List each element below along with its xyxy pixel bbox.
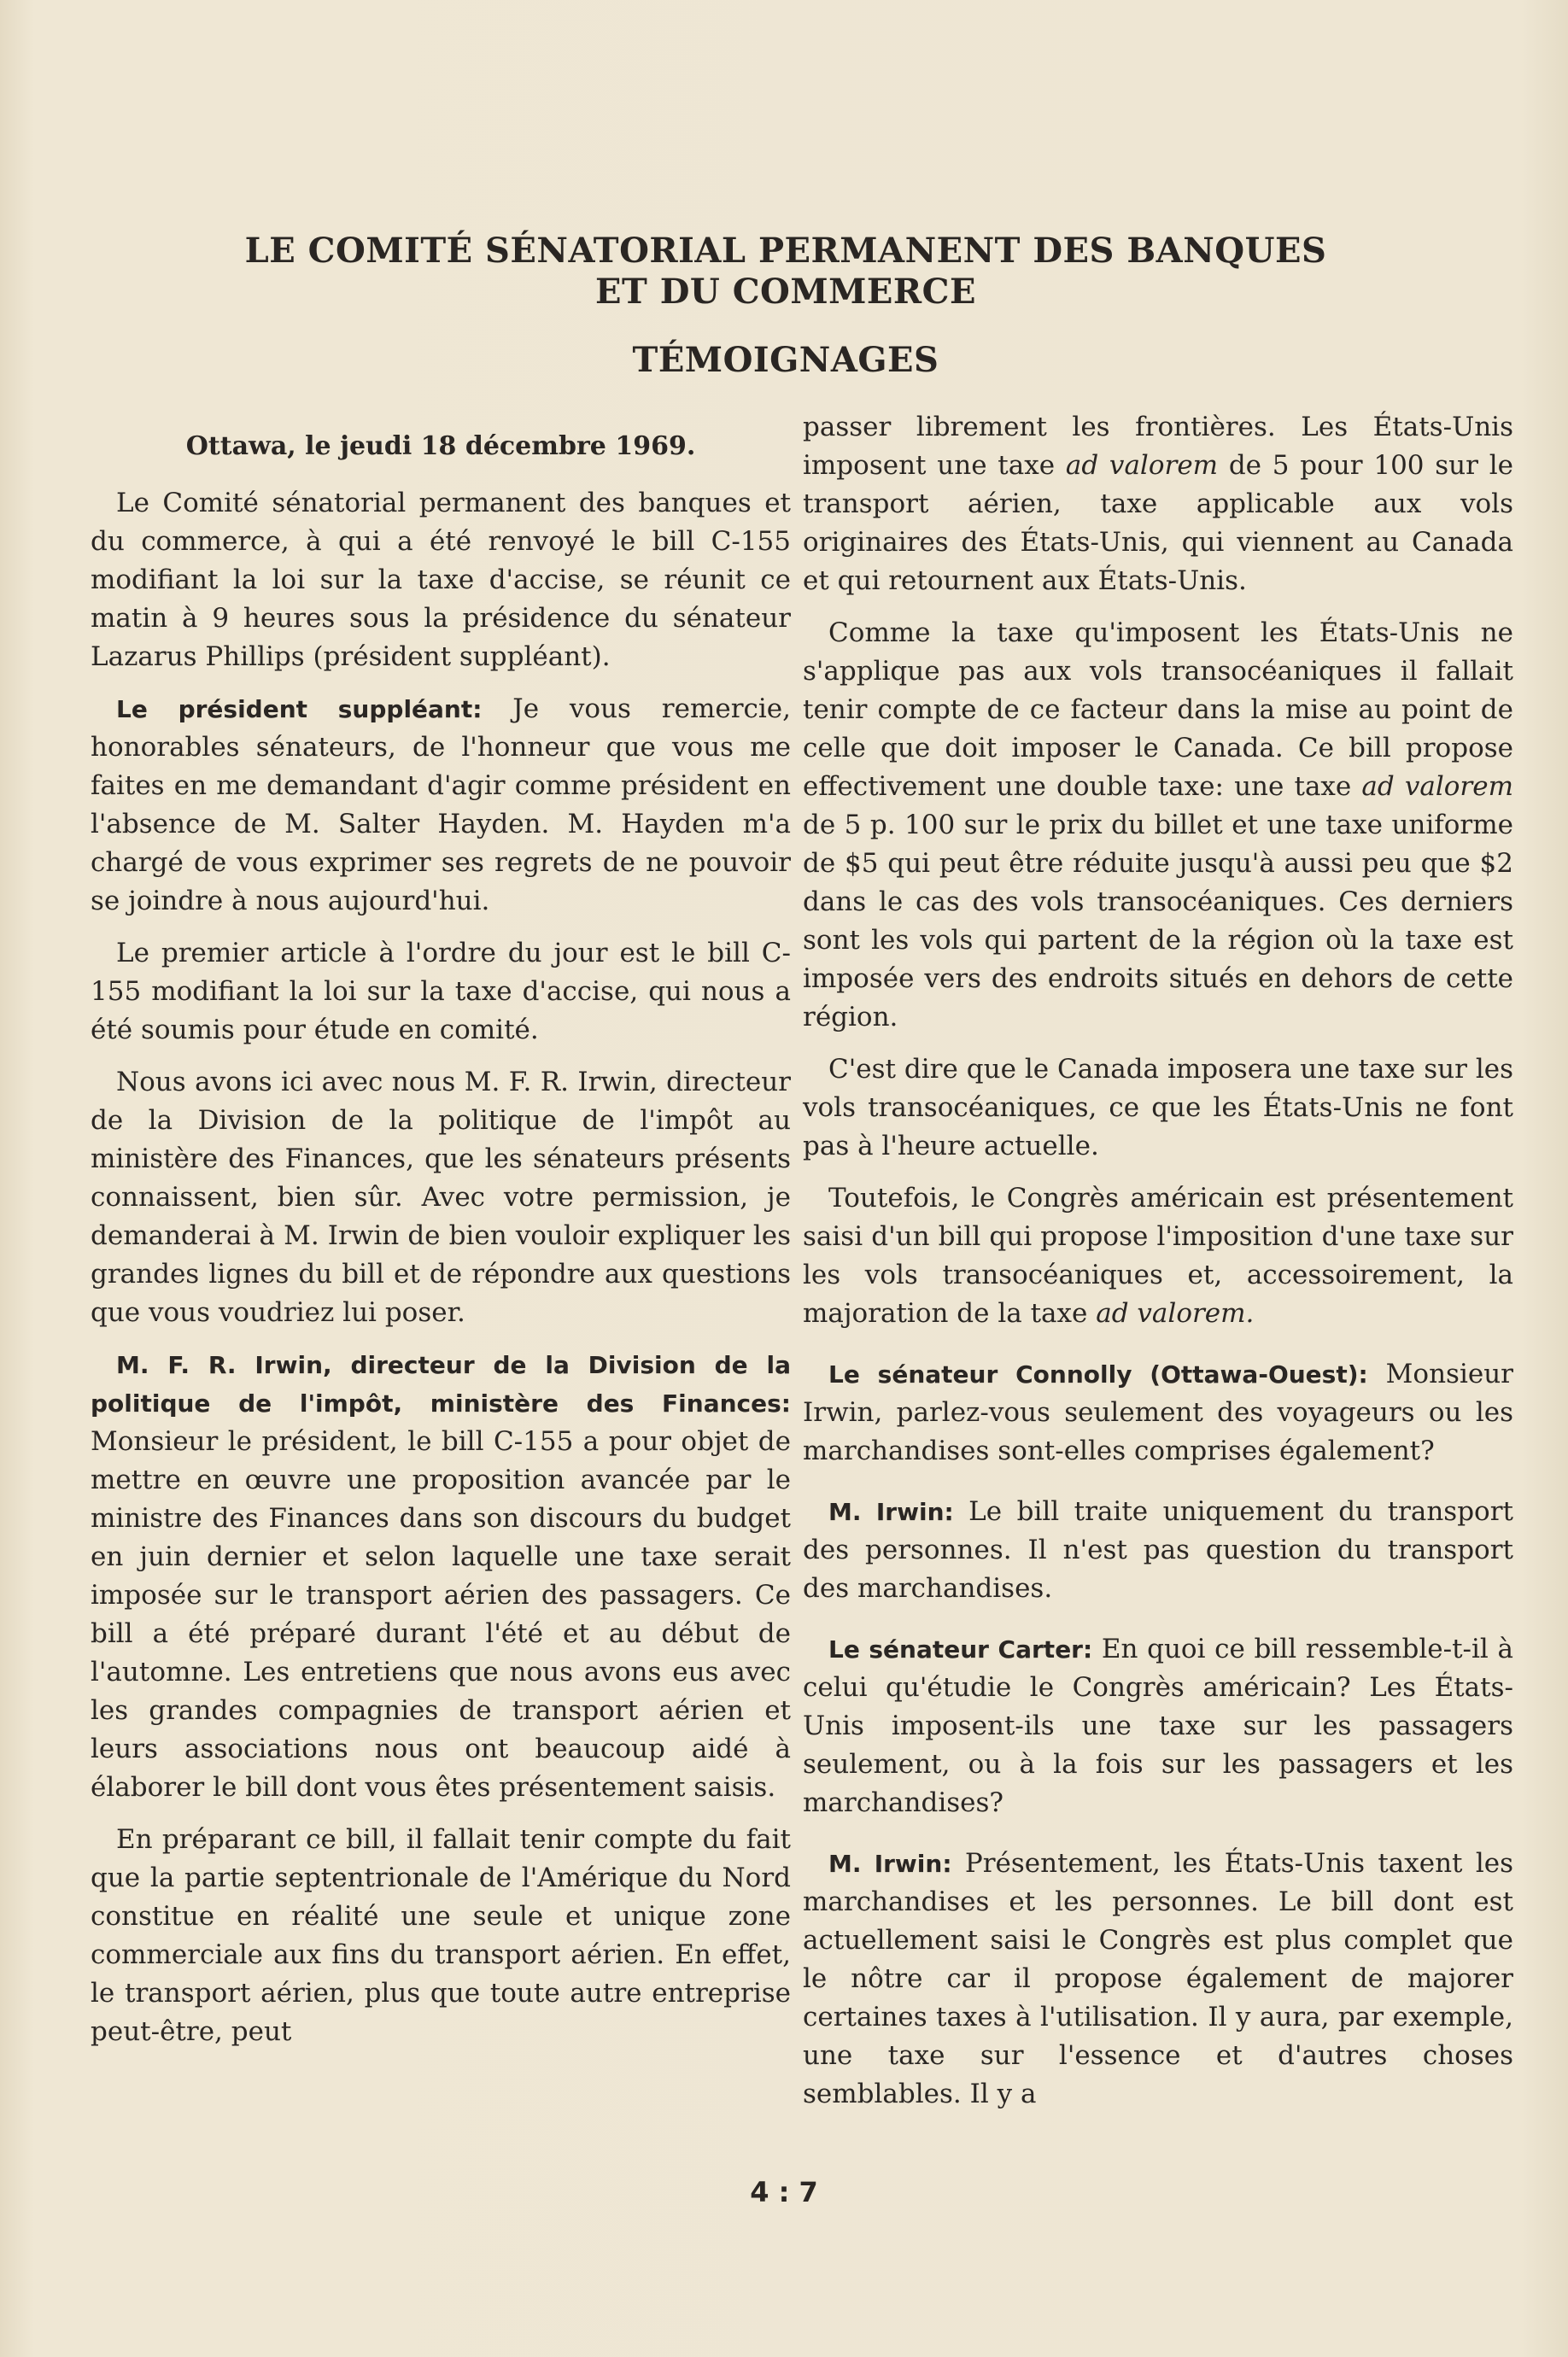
text-run: Toutefois, le Congrès américain est présentement saisi d'un bill qui propose l'imposition d'une taxe sur les vols transocéaniques et, accessoirement, la majoration de la taxe <box>803 1183 1513 1329</box>
paragraph: C'est dire que le Canada imposera une taxe sur les vols transocéaniques, ce que les États-Unis ne font pas à l'heure actuelle. <box>803 1054 1513 1161</box>
speech-text: Le bill traite uniquement du transport des personnes. Il n'est pas question du transport des marchandises. <box>803 1496 1513 1604</box>
committee-title-line1: LE COMITÉ SÉNATORIAL PERMANENT DES BANQUES <box>244 231 1327 271</box>
paragraph <box>803 1493 1513 1608</box>
paragraph <box>803 408 1513 600</box>
text-run: de 5 p. 100 sur le prix du billet et une taxe uniforme de $5 qui peut être réduite jusqu'à aussi peu que $2 dans le cas des vols transocéaniques. Ces derniers sont les vols qui partent de la région où la taxe est imposée vers des endroits situés en dehors de cette région. <box>803 810 1513 1032</box>
text-run: de 5 pour 100 sur le transport aérien, taxe applicable aux vols originaires des États-Unis, qui viennent au Canada et qui retournent aux États-Unis. <box>803 450 1513 596</box>
paragraph <box>803 1355 1513 1471</box>
document-header <box>171 231 1401 381</box>
committee-title-line2: ET DU COMMERCE <box>595 272 976 312</box>
paragraph: Le Comité sénatorial permanent des banques et du commerce, à qui a été renvoyé le bill C-155 modifiant la loi sur la taxe d'accise, se réunit ce matin à 9 heures sous la présidence du sénateur Lazarus Phillips (président suppléant). <box>91 488 791 672</box>
speaker-label: Le président suppléant: <box>116 695 483 723</box>
speech-text: Présentement, les États-Unis taxent les marchandises et les personnes. Le bill dont est actuellement saisi le Congrès est plus complet que le nôtre car il propose également de majorer certaines taxes à l'utilisation. Il y aura, par exemple, une taxe sur l'essence et d'autres choses semblables. Il y a <box>803 1848 1513 2109</box>
speaker-label: M. Irwin: <box>828 1498 954 1526</box>
page-number: 4 : 7 <box>750 2176 818 2208</box>
speaker-label: M. Irwin: <box>828 1850 952 1878</box>
paragraph <box>803 1845 1513 2114</box>
speech-text: Monsieur Irwin, parlez-vous seulement des voyageurs ou les marchandises sont-elles comprises également? <box>803 1359 1513 1466</box>
dateline: Ottawa, le jeudi 18 décembre 1969. <box>185 431 696 461</box>
italic-term: ad valorem <box>1065 450 1219 481</box>
right-column <box>803 408 1513 2127</box>
speaker-label: Le sénateur Connolly (Ottawa-Ouest): <box>828 1360 1368 1389</box>
italic-term: ad valorem. <box>1096 1298 1255 1329</box>
paragraph <box>803 614 1513 1037</box>
paragraph <box>91 690 791 921</box>
speaker-label: Le sénateur Carter: <box>828 1635 1093 1664</box>
speech-text: Je vous remercie, honorables sénateurs, de l'honneur que vous me faites en me demandant d'agir comme président en l'absence de M. Salter Hayden. M. Hayden m'a chargé de vous exprimer ses regrets de ne pouvoir se joindre à nous aujourd'hui. <box>91 693 792 916</box>
text-run: Comme la taxe qu'imposent les États-Unis ne s'applique pas aux vols transocéaniques il fallait tenir compte de ce facteur dans la mise au point de celle que doit imposer le Canada. Ce bill propose effectivement une double taxe: une taxe <box>803 617 1513 802</box>
paragraph <box>91 1346 791 1807</box>
italic-term: ad valorem <box>1361 771 1513 802</box>
left-column <box>91 427 791 2065</box>
paragraph: Le premier article à l'ordre du jour est le bill C-155 modifiant la loi sur la taxe d'accise, qui nous a été soumis pour étude en comité. <box>91 938 791 1045</box>
paragraph <box>803 1179 1513 1333</box>
text-run: passer librement les frontières. Les États-Unis imposent une taxe <box>803 412 1513 481</box>
speaker-label: M. F. R. Irwin, directeur de la Division de la politique de l'impôt, ministère des Finances: <box>91 1351 791 1418</box>
speech-text: En quoi ce bill ressemble-t-il à celui qu'étudie le Congrès américain? Les États-Unis imposent-ils une taxe sur les passagers seulement, ou à la fois sur les passagers et les marchandises? <box>803 1634 1513 1818</box>
paragraph <box>803 1630 1513 1822</box>
paragraph: En préparant ce bill, il fallait tenir compte du fait que la partie septentrionale de l'Amérique du Nord constitue en réalité une seule et unique zone commerciale aux fins du transport aérien. En effet, le transport aérien, plus que toute autre entreprise peut-être, peut <box>91 1824 791 2047</box>
paragraph: Nous avons ici avec nous M. F. R. Irwin, directeur de la Division de la politique de l'impôt au ministère des Finances, que les sénateurs présents connaissent, bien sûr. Avec votre permission, je demanderai à M. Irwin de bien vouloir expliquer les grandes lignes du bill et de répondre aux questions que vous voudriez lui poser. <box>91 1067 791 1328</box>
speech-text: Monsieur le président, le bill C-155 a pour objet de mettre en œuvre une proposition avancée par le ministre des Finances dans son discours du budget en juin dernier et selon laquelle une taxe serait imposée sur le transport aérien des passagers. Ce bill a été préparé durant l'été et au début de l'automne. Les entretiens que nous avons eus avec les grandes compagnies de transport aérien et leurs associations nous ont beaucoup aidé à élaborer le bill dont vous êtes présentement saisis. <box>91 1426 791 1803</box>
section-heading: TÉMOIGNAGES <box>632 340 939 380</box>
